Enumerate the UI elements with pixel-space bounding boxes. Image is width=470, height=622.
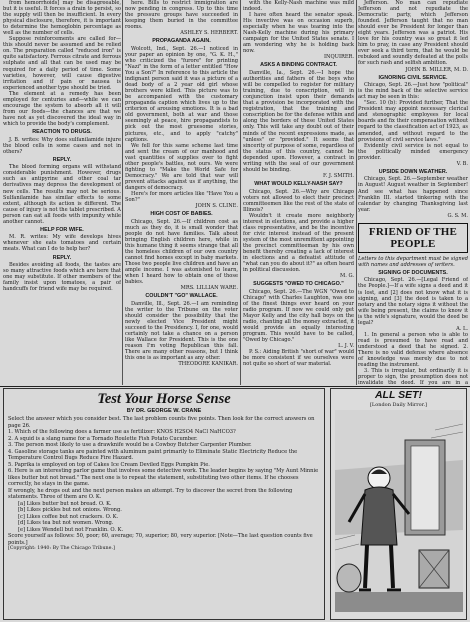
letter-paragraph: P. S.: Aiding British "short of war" would be more consistent if we ourselves were not quite so short of war material. bbox=[243, 349, 354, 368]
column-2 bbox=[125, 0, 238, 385]
letter-paragraph: Chicago, Sept. 26.—Just how "political" is the mind back of the selective service act may be seen in this: bbox=[358, 82, 468, 101]
column-4 bbox=[358, 0, 468, 385]
letter-paragraph: Wolcott, Ind., Sept. 26.—I noticed in your paper an opinion by one, "G. K. H.," who criticized the "furore" for printing "Nazi" in the form of a letter entitled "How You a Son?" In reference to this article the indignant person said it was a picture of a dead body of a 2 year old girl whose brothers were killed. This picture was to be accompanied with the customary propaganda caption which lives up to the criterion of arousing emotions. It is a bad old government, both at war and those seemingly at peace, hire propagandists to pick out the most gruesome stories, pictures, etc., and to apply "catchy" captions. bbox=[125, 45, 238, 143]
reader-question: J. B. writes: Why does sulfanilamide injure the blood cells in some cases and not in others? bbox=[3, 136, 121, 155]
letter-signature: ASHLEY S. HERBERT. bbox=[180, 30, 238, 37]
letter-paragraph: Chicago, Sept. 26.—If children cost as much as they do, it is small wonder that people do not have families. Talk about bringing English children here, while in this humane thing it seems strange that all the homeless children of our own country cannot find homes except in baby markets. Those two people live children and have an ample income. I was astonished to learn, when I heard how to obtain one of those babies. bbox=[125, 218, 238, 286]
letter-signature: M. G. bbox=[340, 273, 354, 280]
quiz-byline: BY DR. GEORGE W. CRANE bbox=[126, 408, 202, 414]
letter-paragraph: Danville, Ill., Sept. 26.—I am reminding the writer to the Tribune on the voter should consider the possibility that the newly elected Vice President might succeed to the Presidency. I, for one, would certainly not take a chance on a person like Wallace for President. This is the one reason I'm voting Republican this fall. There are many other reasons, but I think this one is as important as any other. bbox=[125, 300, 238, 362]
letter-signature: THEODORE KANIKAR. bbox=[178, 361, 238, 368]
legal-answer: 3. This is irregular, but ordinarily it is proper to sign, the presumption does not invalidate the deed. If you are in a bbox=[358, 368, 468, 385]
column-1 bbox=[3, 0, 121, 385]
reply-heading: REPLY. bbox=[52, 254, 72, 261]
letter-heading: SUGGESTS "OWED TO CHICAGO." bbox=[253, 281, 344, 288]
horse-sense-quiz bbox=[3, 388, 325, 620]
cartoon-title: ALL SET! bbox=[374, 389, 423, 401]
letter-heading: ASKS A BINDING CONTRACT. bbox=[260, 62, 337, 69]
column-rule bbox=[122, 0, 123, 385]
health-article-paragraph: Suppose reinforcements are called for—this should never be assumed and be relied on. The preparation called "reduced iron" is quite satisfactory. Ferrous citrate and ferrous sulphate and all that can be used may be required for a daily period of time. Some varieties, however, will cause digestive irritation and if pain or nausea is experienced another type should be tried. bbox=[3, 36, 121, 91]
letter-paragraph: Wouldn't it create more neighborly interest in elections, and provide a higher class representative, and be the incentive for civic interest instead of the present system of the most unremittent appointing the precinct committeeman by his own benefit thereby creating a lack of interest in elections and a defeatist attitude of "what can you do about it?" as often heard in political discussion. bbox=[243, 212, 354, 274]
banner-title: FRIEND OF THE PEOPLE bbox=[368, 225, 458, 250]
letter-paragraph: We fell for this same scheme last time and sent the cream of our manhood and vast quantities of supplies over to fight other people's battles, not ours. We were fighting to "Make the World Safe for Democracy." We are told that war will prevent attacks against us if anything, the dangers of democracy. bbox=[125, 142, 238, 191]
letter-heading: WHAT WOULD KELLY-NASH SAY? bbox=[254, 180, 343, 187]
reply-text: The blood forming organs will withstand considerable punishment. However, drugs such as antipyrine and other coal tar derivatives may depress the development of new cells. The results may not be serious. Sulfanilamide has similar effects to some extent, although its action is different. The cause of injury is not the tablet prescribed. A person can eat all foods with impunity while another cannot. bbox=[3, 164, 121, 225]
letter-paragraph: Danville, Ia., Sept. 26.—I hope the authorities and fathers of the boys who will be compelled to register for military training, due to conscription, will in conjunction insist upon their demands that a provision be incorporated with the registration, that the training and conscription be for the defense within and along the borders of these United States only. This will take any doubt out of their minds of the recent expressions made, as "unless" or "provided." It seems that sincerity of purpose of some, regardless of the status of this country, cannot be depended upon. However, a contract in writing with the seal of our government should be binding. bbox=[243, 70, 354, 173]
quiz-intro: Select the answer which you consider best. The last problem counts five points. Then look for the correct answers on page 26. bbox=[8, 416, 315, 429]
quiz-body bbox=[8, 416, 320, 553]
reply-heading: REPLY. bbox=[52, 156, 72, 163]
quiz-question: 3. The person most likely to use a drawknife would be a Cowboy Butcher Carpenter Plumber. bbox=[8, 442, 252, 448]
quiz-score-key: Score yourself as follows: 50, poor; 60, average; 70, superior; 80, very superior. [Note—The last question counts five points.] bbox=[8, 533, 313, 546]
letter-paragraph: Chicago, Sept. 26.—[Legal Friend of the People.]—If a wife signs a deed and it is lost, and [2] does not know what it is signing, and [3] the deed is taken to a notary and the notary signs it without the wife being present, the claims to know it is the wife's signature, would the deed be legal? bbox=[358, 277, 468, 326]
quiz-option: [a] Likes butter but not bread. O. K. bbox=[18, 500, 112, 507]
quiz-question: 2. A squid is a slang name for a Tornado Roulette Fish Potato Cucumber. bbox=[8, 435, 198, 442]
letter-signature: A. L. bbox=[456, 325, 468, 332]
letter-signature: G. S. M. bbox=[447, 212, 468, 219]
quiz-question: 6. Here is an interesting parlor game that involves some detective work. The leader begins by saying "My Aunt Minnie likes butter but not bread." The next one is to repeat the statement, substituting two other items. If he chooses correctly, he stays in the game. bbox=[8, 468, 319, 487]
quiz-title: Test Your Horse Sense bbox=[97, 391, 231, 407]
column-3 bbox=[243, 0, 354, 385]
letter-signature: JOHN S. CLINE. bbox=[195, 203, 238, 210]
letter-paragraph: Chicago, Sept. 26.—Why are Chicago voters not allowed to elect their precinct committeemen like the rest of the state of Illinois? bbox=[243, 188, 354, 213]
quiz-option: [d] Likes tea but not women. Wrong. bbox=[18, 520, 114, 526]
letter-signature: MRS. LILLIAN WARE. bbox=[180, 285, 238, 292]
cartoon-credit: [London Daily Mirror.] bbox=[369, 402, 427, 408]
letter-signature: INQUIRER. bbox=[324, 54, 354, 61]
letter-paragraph: Jefferson. No man can repudiate Jefferson and not repudiate the Democratic party, which Jefferson founded. Jefferson taught that no man should ever be President for longer than eight years. Jefferson was a patriot. His love for his country was so great it led him to pray, in case any President should ever seek a third term, that he would be rebuked and soundly defeated at the polls for such rash and selfish ambition. bbox=[358, 0, 468, 67]
letter-paragraph: "Sec. 10 (b): Provided further, That the President may appoint necessary clerical and stenographic employees for local boards and fix their compensation without regard to the classification act of 1923, as amended, and without regard to the provisions of civil service laws." bbox=[358, 100, 468, 143]
section-heading: HELP FOR WIFE. bbox=[40, 226, 84, 233]
letter-signature: JOHN B. MILLER, M. D. bbox=[405, 66, 468, 73]
health-article-paragraph: from hemorrhoids] may be disagreeable, but it is useful. It forces a drain to persist, so the supply will then be insufficient. In every physical disclosure, therefore, it is important to determine the hemoglobin percentage as well as the number of cells. bbox=[3, 0, 121, 37]
letter-paragraph: here. Bills to restrict immigration are now pending in congress. Up to this time the pressure groups have succeeded in keeping them buried in the committee rooms. bbox=[125, 0, 238, 31]
quiz-option: [e] Likes Wendell but not Franklin. O. K. bbox=[18, 526, 124, 533]
health-article-paragraph: The element at a remedy has been employed for centuries and—while we can encourage the system to absorb all it will from our foods—the chances are that we have not as yet discovered the ideal way in which to provide the body's complement. bbox=[3, 90, 121, 127]
letter-paragraph: with the Kelly-Nash machine was mild indeed. bbox=[243, 0, 354, 13]
friend-of-the-people-banner bbox=[358, 223, 468, 253]
letter-signature: L. J. V. bbox=[338, 343, 354, 350]
letter-paragraph: Evidently civil service is not equal to the politically minded emergency provider. bbox=[358, 142, 468, 161]
quiz-question: 5. Paprika is employed on top of Cakes Ice Cream Deviled Eggs Pumpkin Pie. bbox=[8, 461, 210, 468]
section-heading: REACTION TO DRUGS. bbox=[32, 128, 92, 135]
letter-paragraph: I have often heard the senator speak. His invective was on occasion superb, especially when he was tearing into the Nash-Kelly machine during his primary campaign for the United States senate. I am wondering why he is holding back now. bbox=[243, 12, 354, 55]
quiz-question: 4. Gasoline storage tanks are painted with aluminum paint primarily to Eliminate Static Electricity Reduce the Temperature Control Bugs Reduce Fire Hazard. bbox=[8, 448, 298, 461]
cartoon-illustration bbox=[335, 410, 463, 612]
letter-signature: V. B. bbox=[456, 160, 468, 167]
quiz-copyright: [Copyright: 1940: By The Chicago Tribune.] bbox=[8, 546, 115, 551]
quiz-question: If wrongly, he drops out and the next person makes an attempt. Try to discover the secret from the following statements. Three of them are O. K. bbox=[8, 487, 293, 500]
column-rule bbox=[356, 0, 357, 385]
letter-paragraph: Here's for more articles like "Have You a Son?" bbox=[125, 191, 238, 204]
all-set-cartoon bbox=[330, 388, 467, 620]
letter-heading: UPSIDE DOWN WEATHER. bbox=[378, 168, 448, 175]
legal-answer: 1. In general a person who is able to read is presumed to have read and understood a deed that he signed. 2. There is no valid defense where absence of knowledge was merely due to not reading the instrument. bbox=[358, 331, 468, 369]
letter-heading: HIGH COST OF BABIES. bbox=[150, 211, 213, 218]
letter-heading: COULDN'T "GO" WALLACE. bbox=[145, 293, 218, 300]
letter-heading: PROPAGANDA AGAIN. bbox=[152, 38, 211, 45]
column-rule bbox=[240, 0, 241, 385]
letter-paragraph: Chicago, Sept. 26.—The WGN "Owed to Chicago" with Charles Laughton, was one of the finest things ever heard on your radio program. If now we could only get Mayor Kelly and the city hall boys on the radio, chanting all the money extracted, it would provide an equally interesting program. This would have to be called, "Owed by Chicago." bbox=[243, 288, 354, 344]
letter-paragraph: Chicago, Sept. 26.—September weather in August! August weather in September! And see what has happened since Franklin III. started tinkering with the calendar by changing Thanksgiving last year. bbox=[358, 176, 468, 213]
quiz-option: [b] Likes pickles but not onions. Wrong. bbox=[18, 507, 122, 513]
department-note: Letters to this department must be signed with names and addresses of writers. bbox=[358, 255, 468, 268]
section-divider bbox=[0, 386, 470, 387]
letter-heading: IGNORING CIVIL SERVICE. bbox=[378, 74, 448, 81]
letter-signature: F. J. SMITH. bbox=[322, 172, 354, 179]
reply-text: Besides avoiding all foods, the tastes are so many attractive foods which are here that one may substitute. If other members of the family insist upon tomatoes, a pair of handcuffs for friend wife may be required. bbox=[3, 262, 121, 293]
reader-question: M. R. writes: My wife develops hives whenever she eats tomatoes and certain meats. What can I do to help her? bbox=[3, 234, 121, 253]
quiz-question: 1. Which of the following does a farmer use as fertilizer: KNOS H2SO4 NaCl NaHCO3? bbox=[8, 429, 236, 435]
letter-heading: SIGNING OF DOCUMENTS. bbox=[378, 269, 448, 276]
quiz-option: [c] Likes coffee but not crackers. O. K. bbox=[18, 513, 119, 520]
